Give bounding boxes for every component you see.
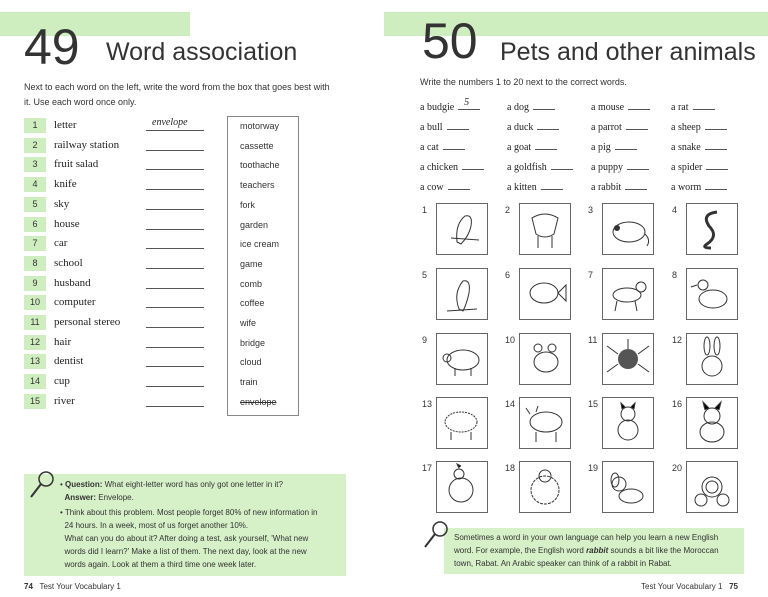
tip-line: town, Rabat. An Arabic speaker can think of a rabbit in Rabat. [454, 559, 672, 568]
page-right [384, 0, 768, 597]
item-word: husband [54, 276, 91, 289]
animal-picture [436, 203, 488, 255]
page-number: 74 [24, 582, 33, 591]
box-word: toothache [240, 160, 280, 171]
animal-drawing [520, 462, 570, 512]
answer-blank[interactable] [146, 248, 204, 249]
animal-drawing [437, 398, 487, 448]
exercise-row [24, 177, 354, 195]
animal-drawing [687, 398, 737, 448]
pet-word [591, 141, 637, 153]
pet-word [591, 121, 648, 133]
unit-title: Pets and other animals [500, 38, 756, 66]
animal-picture [519, 397, 571, 449]
number-blank[interactable] [705, 121, 727, 130]
pet-word-text: a bull [420, 122, 443, 133]
pet-word-text: a goldfish [507, 162, 547, 173]
tip-question-label: Question: [65, 480, 103, 489]
answer-blank[interactable] [146, 130, 204, 131]
item-word: personal stereo [54, 316, 121, 328]
pet-word [507, 161, 573, 173]
number-blank[interactable] [443, 141, 465, 150]
item-word: river [54, 394, 75, 407]
item-number: 15 [24, 394, 46, 409]
tip-body: • Think about this problem. Most people forget 80% of new information in 24 hours. In a week, most of us forget another 10%. What can you do about it? After doing a test, ask yourself, 'What new words did I learn?' Make a list of them. The next day, look at the new words again. Look at them a third time one week later. [60, 508, 318, 569]
animal-drawing [437, 462, 487, 512]
item-word: car [54, 237, 68, 250]
pet-word-text: a puppy [591, 162, 623, 173]
picture-number: 15 [588, 399, 599, 409]
animal-drawing [603, 462, 653, 512]
item-word: computer [54, 296, 96, 309]
animal-drawing [603, 398, 653, 448]
picture-number: 5 [422, 270, 428, 280]
picture-number: 18 [505, 463, 516, 473]
picture-number: 2 [505, 205, 511, 215]
item-answer: envelope [152, 117, 188, 128]
animal-picture [602, 397, 654, 449]
number-blank[interactable] [537, 121, 559, 130]
item-number: 11 [24, 315, 46, 330]
pet-word-text: a parrot [591, 122, 622, 133]
answer-blank[interactable] [146, 189, 204, 190]
pet-word [507, 121, 559, 133]
number-blank[interactable] [628, 101, 650, 110]
tip-emphasis: rabbit [586, 546, 609, 555]
pet-word-text: a chicken [420, 162, 459, 173]
unit-number: 50 [422, 13, 478, 69]
exercise-row [24, 256, 354, 274]
pet-word-text: a mouse [591, 102, 625, 113]
number-blank[interactable] [448, 181, 470, 190]
item-word: sky [54, 197, 70, 210]
answer-blank[interactable] [146, 268, 204, 269]
exercise-row [24, 354, 354, 372]
pet-word-text: a sheep [671, 122, 701, 133]
answer-blank[interactable] [146, 288, 204, 289]
item-number: 8 [24, 256, 46, 271]
pet-word-text: a dog [507, 102, 529, 113]
box-word: cassette [240, 140, 274, 151]
pet-word-text: a snake [671, 142, 701, 153]
animal-picture [436, 461, 488, 513]
picture-number: 17 [422, 463, 433, 473]
number-blank[interactable] [541, 181, 563, 190]
box-word: train [240, 377, 258, 388]
pet-word-text: a pig [591, 142, 611, 153]
exercise-row [24, 315, 354, 333]
item-word: dentist [54, 355, 84, 368]
animal-picture [686, 397, 738, 449]
number-blank[interactable] [447, 121, 469, 130]
box-word: bridge [240, 337, 266, 348]
item-number: 6 [24, 217, 46, 232]
exercise-row [24, 118, 354, 136]
item-number: 10 [24, 295, 46, 310]
footer-right [641, 582, 738, 591]
animal-drawing [603, 334, 653, 384]
picture-number: 13 [422, 399, 433, 409]
unit-number: 49 [24, 19, 80, 75]
pet-word [420, 141, 465, 153]
box-word: cloud [240, 357, 262, 368]
picture-number: 20 [672, 463, 683, 473]
exercise-row [24, 197, 354, 215]
exercise-row [24, 276, 354, 294]
box-word: wife [240, 318, 257, 328]
answer-blank[interactable] [146, 169, 204, 170]
pet-word [671, 161, 728, 173]
picture-number: 4 [672, 205, 678, 215]
item-number: 9 [24, 276, 46, 291]
answer-blank[interactable] [146, 150, 204, 151]
box-word: ice cream [240, 239, 280, 250]
box-word: garden [240, 219, 269, 230]
animal-picture [436, 268, 488, 320]
box-word: motorway [240, 121, 280, 131]
pet-word-text: a goat [507, 142, 532, 153]
item-word: school [54, 256, 83, 269]
word-box [227, 116, 299, 416]
animal-drawing [437, 269, 487, 319]
answer-blank[interactable] [146, 406, 204, 407]
animal-picture [686, 203, 738, 255]
number-blank[interactable] [693, 101, 715, 110]
picture-number: 14 [505, 399, 516, 409]
pet-word [420, 97, 480, 113]
tip-line: What can you do about it? After doing a test, ask yourself, 'What new [64, 534, 309, 543]
tip-line: Sometimes a word in your own language can help you learn a new English [454, 533, 719, 542]
number-blank[interactable] [533, 101, 555, 110]
instruction: Next to each word on the left, write the word from the box that goes best with it. Use each word once only. [24, 82, 330, 107]
animal-picture [686, 461, 738, 513]
pet-word [507, 141, 557, 153]
box-word: comb [240, 278, 263, 289]
picture-number: 1 [422, 205, 428, 215]
number-blank[interactable] [625, 181, 647, 190]
picture-number: 16 [672, 399, 683, 409]
tip-question: • Question: What eight-letter word has only got one letter in it? Answer: Envelope. [60, 480, 283, 502]
pet-word-text: a budgie [420, 102, 455, 113]
item-word: cup [54, 375, 70, 388]
animal-drawing [520, 269, 570, 319]
animal-drawing [603, 204, 653, 254]
picture-number: 11 [588, 335, 598, 345]
item-number: 12 [24, 335, 46, 350]
item-word: fruit salad [54, 158, 99, 171]
pencil-icon [28, 470, 56, 500]
answer-blank[interactable] [146, 366, 204, 367]
number-blank[interactable] [462, 161, 484, 170]
pet-word [507, 101, 555, 113]
animal-picture [602, 268, 654, 320]
pet-word-text: a cow [420, 182, 444, 193]
pet-word [420, 121, 469, 133]
unit-title: Word association [106, 38, 298, 66]
instruction: Write the numbers 1 to 20 next to the correct words. [420, 77, 627, 87]
item-number: 7 [24, 236, 46, 251]
tip-line: sounds a bit like the Moroccan [608, 546, 719, 555]
item-number: 2 [24, 138, 46, 153]
pet-word [671, 141, 727, 153]
picture-number: 7 [588, 270, 594, 280]
tip-text [454, 531, 744, 570]
item-number: 3 [24, 157, 46, 172]
item-number: 14 [24, 374, 46, 389]
picture-number: 8 [672, 270, 678, 280]
animal-drawing [437, 204, 487, 254]
pet-word-text: a cat [420, 142, 439, 153]
book-title: Test Your Vocabulary 1 [641, 582, 723, 591]
pencil-icon [422, 520, 450, 550]
picture-number: 19 [588, 463, 599, 473]
tip-question-text: What eight-letter word has only got one letter in it? [104, 480, 283, 489]
pet-word-text: a rabbit [591, 182, 622, 193]
number-blank[interactable] [458, 97, 480, 110]
item-number: 13 [24, 354, 46, 369]
animal-picture [519, 461, 571, 513]
animal-drawing [520, 204, 570, 254]
picture-number: 6 [505, 270, 511, 280]
pet-word [671, 181, 727, 193]
box-word: envelope [240, 396, 277, 407]
exercise-row [24, 138, 354, 156]
animal-picture [602, 333, 654, 385]
answer-blank[interactable] [146, 347, 204, 348]
animal-drawing [437, 334, 487, 384]
pet-word-text: a worm [671, 182, 702, 193]
animal-drawing [687, 269, 737, 319]
pet-word [420, 161, 484, 173]
item-number: 4 [24, 177, 46, 192]
pet-word [507, 181, 563, 193]
exercise-row [24, 217, 354, 235]
pet-word-text: a spider [671, 162, 703, 173]
animal-picture [602, 461, 654, 513]
number-blank[interactable] [705, 181, 727, 190]
box-word: game [240, 258, 263, 269]
animal-picture [436, 397, 488, 449]
item-word: house [54, 217, 80, 230]
exercise-row [24, 394, 354, 412]
pet-word [671, 101, 715, 113]
box-word: fork [240, 199, 256, 210]
tip-line: words did I learn?' Make a list of them. The next day, look at the new [64, 547, 307, 556]
pet-word [591, 181, 647, 193]
answer-blank[interactable] [146, 209, 204, 210]
pet-word-text: a rat [671, 102, 689, 113]
book-title: Test Your Vocabulary 1 [39, 582, 121, 591]
number-blank[interactable] [551, 161, 573, 170]
animal-drawing [687, 462, 737, 512]
tip-line: Think about this problem. Most people forget 80% of new information in [64, 508, 318, 517]
animal-drawing [687, 334, 737, 384]
animal-drawing [520, 398, 570, 448]
pet-word [420, 181, 470, 193]
tip-line: word. For example, the English word [454, 546, 587, 555]
number-blank[interactable] [705, 141, 727, 150]
picture-number: 9 [422, 335, 428, 345]
answer-blank[interactable] [146, 386, 204, 387]
pet-word [591, 161, 649, 173]
picture-number: 10 [505, 335, 516, 345]
animal-picture [436, 333, 488, 385]
pet-word [591, 101, 650, 113]
animal-picture [519, 333, 571, 385]
animal-picture [602, 203, 654, 255]
animal-picture [519, 268, 571, 320]
exercise-row [24, 335, 354, 353]
number-blank[interactable] [626, 121, 648, 130]
pet-word-text: a duck [507, 122, 534, 133]
tip-line: words again. Look at them a third time one week later. [64, 560, 257, 569]
animal-picture [686, 268, 738, 320]
answer-blank[interactable] [146, 229, 204, 230]
tip-answer-label: Answer: [64, 493, 97, 502]
animal-drawing [603, 269, 653, 319]
item-number: 5 [24, 197, 46, 212]
item-word: knife [54, 178, 77, 191]
answer-blank[interactable] [146, 327, 204, 328]
animal-picture [686, 333, 738, 385]
tip-line: 24 hours. In a week, most of us forget another 10%. [64, 521, 249, 530]
exercise-row [24, 157, 354, 175]
number-blank[interactable] [627, 161, 649, 170]
item-word: hair [54, 335, 72, 348]
exercise-row [24, 236, 354, 254]
number-blank[interactable] [706, 161, 728, 170]
number-blank[interactable] [615, 141, 637, 150]
animal-picture [519, 203, 571, 255]
answer-blank[interactable] [146, 307, 204, 308]
item-number: 1 [24, 118, 46, 133]
box-word: coffee [240, 298, 265, 309]
box-word: teachers [240, 180, 275, 191]
pet-word [671, 121, 727, 133]
picture-number: 3 [588, 205, 594, 215]
pet-answer: 5 [464, 97, 470, 108]
footer-left [24, 582, 121, 591]
item-word: railway station [54, 138, 120, 151]
exercise-row [24, 374, 354, 392]
animal-drawing [520, 334, 570, 384]
pet-word-text: a kitten [507, 182, 537, 193]
tip-answer-text: Envelope. [98, 493, 134, 502]
animal-drawing [687, 204, 737, 254]
exercise-row [24, 295, 354, 313]
picture-number: 12 [672, 335, 683, 345]
number-blank[interactable] [535, 141, 557, 150]
page-number: 75 [729, 582, 738, 591]
item-word: letter [54, 119, 77, 131]
